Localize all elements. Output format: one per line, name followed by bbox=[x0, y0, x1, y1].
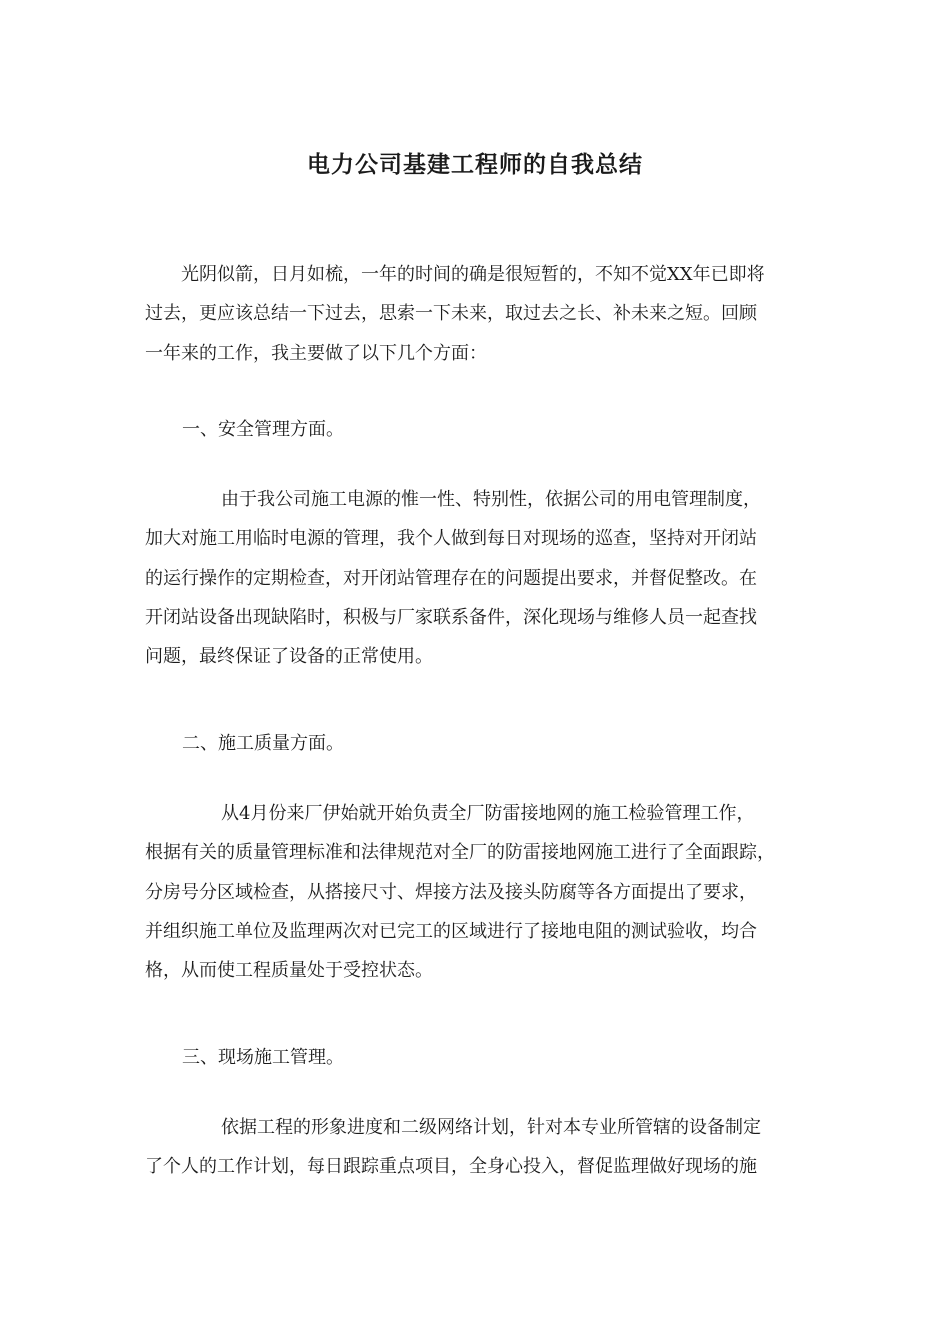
paragraph-line: 光阴似箭，日月如梳，一年的时间的确是很短暂的，不知不觉XX年已即将 bbox=[181, 264, 765, 285]
paragraph-line: 开闭站设备出现缺陷时，积极与厂家联系备件，深化现场与维修人员一起查找 bbox=[145, 606, 757, 628]
paragraph-line: 并组织施工单位及监理两次对已完工的区域进行了接地电阻的测试验收，均合 bbox=[145, 920, 757, 942]
paragraph-line: 过去，更应该总结一下过去，思索一下未来，取过去之长、补未来之短。回顾 bbox=[145, 303, 757, 325]
paragraph-line: 由于我公司施工电源的惟一性、特别性，依据公司的用电管理制度， bbox=[221, 489, 761, 510]
paragraph-line: 分房号分区域检查，从搭接尺寸、焊接方法及接头防腐等各方面提出了要求， bbox=[145, 881, 757, 903]
intro-paragraph bbox=[145, 255, 813, 373]
section-paragraph-safety bbox=[145, 480, 813, 676]
section-paragraph-quality bbox=[145, 794, 813, 990]
paragraph-line: 了个人的工作计划，每日跟踪重点项目，全身心投入，督促监理做好现场的施 bbox=[145, 1156, 757, 1178]
document-title: 电力公司基建工程师的自我总结 bbox=[307, 151, 643, 179]
section-heading-site-management: 三、现场施工管理。 bbox=[182, 1047, 344, 1068]
section-paragraph-site-management bbox=[145, 1108, 813, 1187]
paragraph-line: 格，从而使工程质量处于受控状态。 bbox=[145, 960, 433, 982]
paragraph-line: 的运行操作的定期检查，对开闭站管理存在的问题提出要求，并督促整改。在 bbox=[145, 567, 757, 589]
paragraph-line: 问题，最终保证了设备的正常使用。 bbox=[145, 646, 433, 668]
paragraph-line: 根据有关的质量管理标准和法律规范对全厂的防雷接地网施工进行了全面跟踪， bbox=[145, 842, 775, 864]
paragraph-line: 加大对施工用临时电源的管理，我个人做到每日对现场的巡查，坚持对开闭站 bbox=[145, 528, 757, 550]
paragraph-line: 从4月份来厂伊始就开始负责全厂防雷接地网的施工检验管理工作， bbox=[221, 803, 755, 824]
section-heading-quality: 二、施工质量方面。 bbox=[182, 733, 344, 754]
paragraph-line: 依据工程的形象进度和二级网络计划，针对本专业所管辖的设备制定 bbox=[221, 1117, 761, 1138]
section-heading-safety: 一、安全管理方面。 bbox=[182, 419, 344, 440]
paragraph-line: 一年来的工作，我主要做了以下几个方面： bbox=[145, 342, 487, 364]
